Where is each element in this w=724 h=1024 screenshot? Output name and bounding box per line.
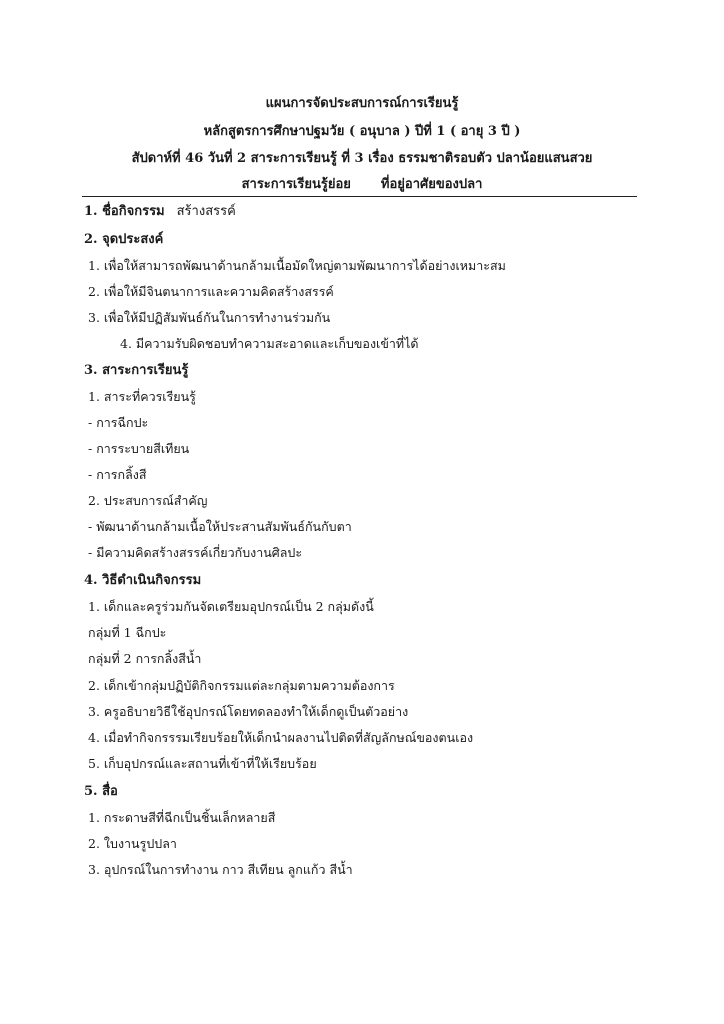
list-item: 5. เก็บอุปกรณ์และสถานที่เข้าที่ให้เรียบร้อย <box>88 756 317 771</box>
list-item: 2. เพื่อให้มีจินตนาการและความคิดสร้างสรรค์ <box>88 284 334 299</box>
list-item: - การกลิ้งสี <box>88 467 147 482</box>
list-item: 2. ประสบการณ์สำคัญ <box>88 493 208 508</box>
section-heading-content: 3. สาระการเรียนรู้ <box>84 363 189 378</box>
list-item: 3. อุปกรณ์ในการทำงาน กาว สีเทียน ลูกแก้ว สีน้ำ <box>88 862 353 877</box>
list-item: 2. ใบงานรูปปลา <box>88 836 177 851</box>
list-item: 1. เพื่อให้สามารถพัฒนาด้านกล้ามเนื้อมัดใหญ่ตามพัฒนาการได้อย่างเหมาะสม <box>88 258 506 273</box>
sub-topic-label: สาระการเรียนรู้ย่อย <box>241 177 351 192</box>
list-item: - การระบายสีเทียน <box>88 441 190 456</box>
list-item: 2. เด็กเข้ากลุ่มปฏิบัติกิจกรรมแต่ละกลุ่มตามความต้องการ <box>88 678 395 693</box>
curriculum-line: หลักสูตรการศึกษาปฐมวัย ( อนุบาล ) ปีที่ 1 ( อายุ 3 ปี ) <box>203 124 521 139</box>
list-item: 4. เมื่อทำกิจกรรรมเรียบร้อยให้เด็กนำผลงานไปติดที่สัญลักษณ์ของตนเอง <box>88 730 474 745</box>
section-heading: 1. ชื่อกิจกรรม <box>84 204 165 219</box>
activity-name: สร้างสรรค์ <box>176 204 236 219</box>
document-title: แผนการจัดประสบการณ์การเรียนรู้ <box>265 96 459 111</box>
list-item: - พัฒนาด้านกล้ามเนื้อให้ประสานสัมพันธ์กันกับตา <box>88 519 352 534</box>
list-item: กลุ่มที่ 1 ฉีกปะ <box>88 625 167 640</box>
section-activity <box>84 203 236 221</box>
section-heading-media: 5. สื่อ <box>84 784 118 799</box>
sub-topic-line <box>0 176 724 194</box>
section-heading-procedure: 4. วิธีดำเนินกิจกรรม <box>84 573 202 588</box>
section-heading-objectives: 2. จุดประสงค์ <box>84 232 164 247</box>
sub-topic-value: ที่อยู่อาศัยของปลา <box>380 177 483 192</box>
header-divider <box>82 196 637 197</box>
list-item: 1. สาระที่ควรเรียนรู้ <box>88 389 196 404</box>
list-item: - การฉีกปะ <box>88 415 149 430</box>
week-topic-line: สัปดาห์ที่ 46 วันที่ 2 สาระการเรียนรู้ ที่ 3 เรื่อง ธรรมชาติรอบตัว ปลาน้อยแสนสวย <box>131 151 593 166</box>
list-item: 4. มีความรับผิดชอบทำความสะอาดและเก็บของเข้าที่ได้ <box>120 336 419 351</box>
list-item: - มีความคิดสร้างสรรค์เกี่ยวกับงานศิลปะ <box>88 545 303 560</box>
list-item: 1. เด็กและครูร่วมกันจัดเตรียมอุปกรณ์เป็น 2 กลุ่มดังนี้ <box>88 599 374 614</box>
list-item: 1. กระดาษสีที่ฉีกเป็นชิ้นเล็กหลายสี <box>88 810 276 825</box>
list-item: 3. เพื่อให้มีปฏิสัมพันธ์กันในการทำงานร่วมกัน <box>88 310 331 325</box>
list-item: 3. ครูอธิบายวิธีใช้อุปกรณ์โดยทดลองทำให้เด็กดูเป็นตัวอย่าง <box>88 704 409 719</box>
list-item: กลุ่มที่ 2 การกลิ้งสีน้ำ <box>88 651 202 666</box>
